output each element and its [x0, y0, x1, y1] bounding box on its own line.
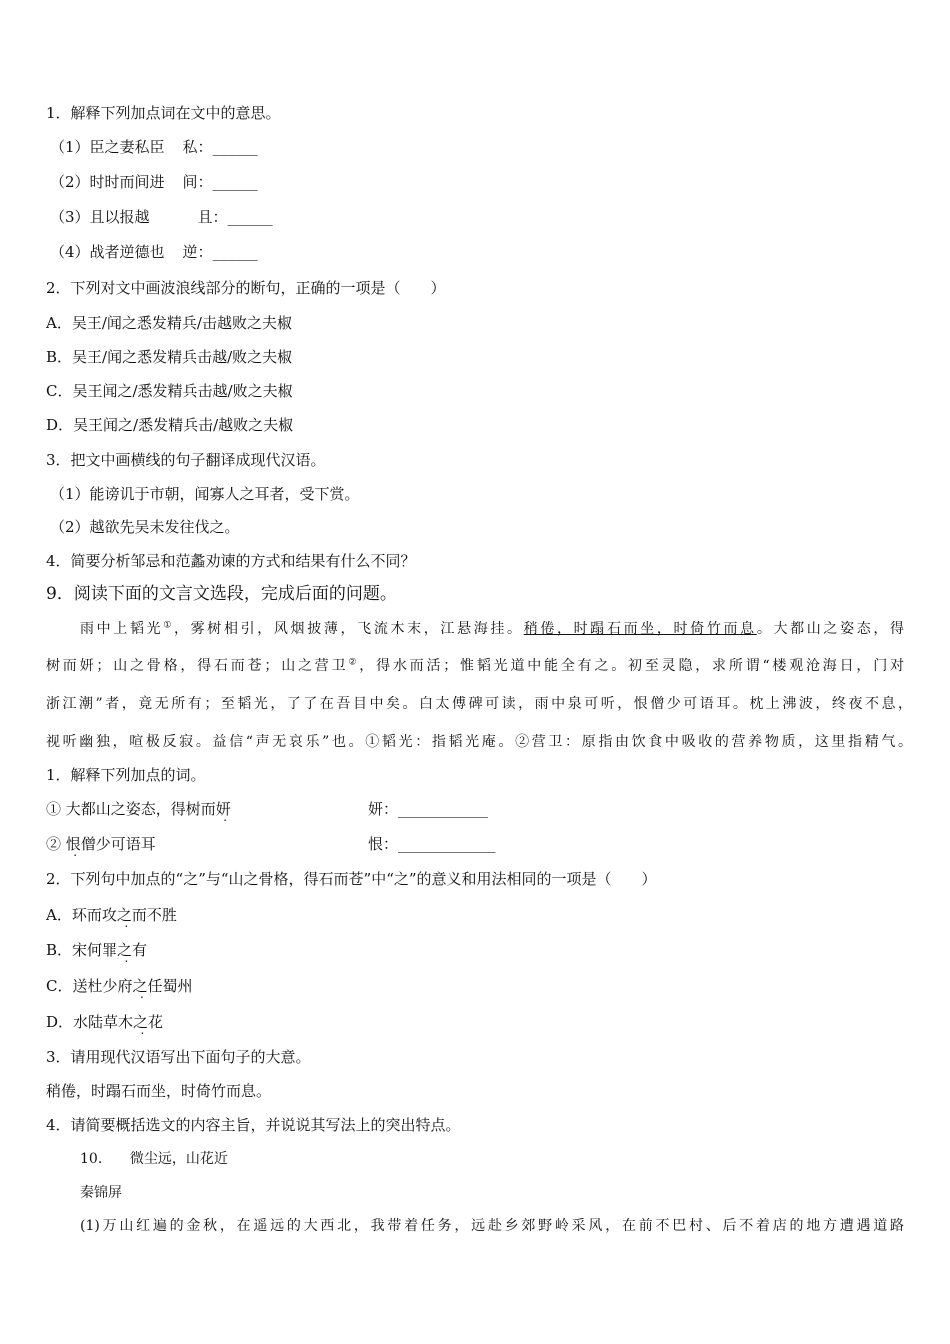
section-9-vocab-answer-1 [368, 799, 488, 819]
section-9-question-2-title: 2．下列句中加点的“之”与“山之骨格，得石而苍”中“之”的意义和用法相同的一项是（ ） [46, 870, 657, 888]
answer-blank: ______ [212, 138, 258, 156]
article-paragraph-1: (1)万山红遍的金秋，在遥远的大西北，我带着任务，远赴乡郊野岭采风，在前不巴村、后不着店的地方遭遇道路 [80, 1218, 904, 1234]
answer-blank: ____________ [398, 800, 489, 818]
passage-text: 雨中上韬光 [80, 621, 164, 637]
option-b: B．吴王/闻之悉发精兵击越/败之夫椒 [46, 348, 293, 366]
vocab-item-label: （3）且以报越 [50, 208, 150, 226]
dotted-word: 妍 [215, 800, 231, 818]
passage-line-1 [80, 619, 904, 639]
vocab-item-word: 逆： [182, 243, 213, 261]
vocab-item-word: 且： [197, 208, 228, 226]
dotted-word: 之 [132, 977, 148, 995]
vocab-item-1 [50, 137, 258, 157]
translate-item-1: （1）能谤讥于市朝，闻寡人之耳者，受下赏。 [50, 485, 360, 503]
section-9-question-1-title: 1．解释下列加点的词。 [46, 766, 206, 784]
dotted-word: 之 [133, 1013, 149, 1031]
vocab-item-word: 妍： [368, 800, 399, 818]
section-9-option-b [46, 940, 147, 960]
option-a: A．吴王/闻之悉发精兵/击越败之夫椒 [46, 314, 292, 332]
dotted-word: 恨 [65, 835, 81, 853]
section-9-question-3-title: 3．请用现代汉语写出下面句子的大意。 [46, 1048, 311, 1066]
question-2-title: 2．下列对文中画波浪线部分的断句，正确的一项是（ ） [46, 279, 446, 297]
option-text: D．水陆草木 [46, 1013, 134, 1031]
option-d: D．吴王闻之/悉发精兵击/越败之夫椒 [46, 416, 294, 434]
vocab-item-label: （2）时时而间进 [50, 173, 165, 191]
option-text: 任蜀州 [147, 977, 193, 995]
section-9-option-d [46, 1012, 163, 1032]
section-9-heading: 9．阅读下面的文言文选段，完成后面的问题。 [46, 584, 397, 604]
option-text: 有 [132, 941, 148, 959]
dotted-word: 之 [116, 906, 132, 924]
vocab-sentence: ② [46, 835, 66, 853]
answer-blank: ______ [227, 208, 273, 226]
question-3-title: 3．把文中画横线的句子翻译成现代汉语。 [46, 451, 326, 469]
section-number: 10． [80, 1151, 112, 1167]
question-4-title: 4．简要分析邹忌和范蠡劝谏的方式和结果有什么不同？ [46, 552, 416, 570]
option-text: A．环而攻 [46, 906, 117, 924]
vocab-item-2 [50, 172, 258, 192]
section-9-option-a [46, 905, 177, 925]
dotted-word: 之 [117, 941, 133, 959]
section-10-heading [80, 1149, 228, 1169]
vocab-sentence: ① 大都山之姿态，得树而 [46, 800, 216, 818]
passage-text: ，得水而活；惟韬光道中能全有之。初至灵隐，求所谓“楼观沧海日，门对 [359, 658, 904, 674]
article-author: 秦锦屏 [80, 1185, 122, 1201]
answer-blank: ______ [212, 173, 258, 191]
section-9-vocab-item-2 [46, 834, 156, 854]
passage-line-4: 视听幽独，喧极反寂。益信“声无哀乐”也。①韬光：指韬光庵。②营卫：原指由饮食中吸收的营养物质，这里指精气。 [46, 734, 912, 750]
vocab-item-label: （1）臣之妻私臣 [50, 138, 165, 156]
translate-item-2: （2）越欲先吴未发往伐之。 [50, 518, 240, 536]
passage-text: 。大都山之姿态，得 [756, 621, 905, 637]
option-c: C．吴王闻之/悉发精兵击越/败之夫椒 [46, 382, 293, 400]
article-title: 微尘远，山花近 [129, 1151, 228, 1167]
option-text: 花 [148, 1013, 164, 1031]
option-text: B．宋何罪 [46, 941, 118, 959]
passage-line-2 [46, 656, 904, 676]
section-9-question-3-sentence: 稍倦，时蹋石而坐，时倚竹而息。 [46, 1082, 272, 1100]
footnote-marker: ② [348, 657, 360, 668]
passage-text: 树而妍；山之骨格，得石而苍；山之营卫 [46, 658, 349, 674]
passage-text: ，雾树相引，风烟披薄，飞流木末，江悬海挂。 [174, 621, 524, 637]
vocab-sentence: 僧少可语耳 [80, 835, 156, 853]
vocab-item-word: 私： [182, 138, 213, 156]
option-text: 而不胜 [131, 906, 177, 924]
section-9-option-c [46, 976, 193, 996]
section-9-question-4-title: 4．请简要概括选文的内容主旨，并说说其写法上的突出特点。 [46, 1116, 461, 1134]
answer-blank: ______ [212, 243, 258, 261]
section-9-vocab-item-1 [46, 799, 231, 819]
vocab-item-word: 恨： [368, 835, 399, 853]
passage-line-3: 浙江潮”者，竟无所有；至韬光，了了在吾目中矣。白太傅碑可读，雨中泉可听，恨僧少可语耳。枕上沸波，终夜不息， [46, 696, 912, 712]
footnote-marker: ① [163, 620, 174, 631]
question-1-title: 1．解释下列加点词在文中的意思。 [46, 104, 281, 122]
vocab-item-word: 间： [182, 173, 213, 191]
option-text: C．送杜少府 [46, 977, 133, 995]
underlined-sentence: 稍倦，时蹋石而坐，时倚竹而息 [523, 621, 757, 637]
vocab-item-label: （4）战者逆德也 [50, 243, 165, 261]
answer-blank: _____________ [398, 835, 496, 853]
section-9-vocab-answer-2 [368, 834, 496, 854]
vocab-item-4 [50, 242, 258, 262]
vocab-item-3 [50, 207, 273, 227]
